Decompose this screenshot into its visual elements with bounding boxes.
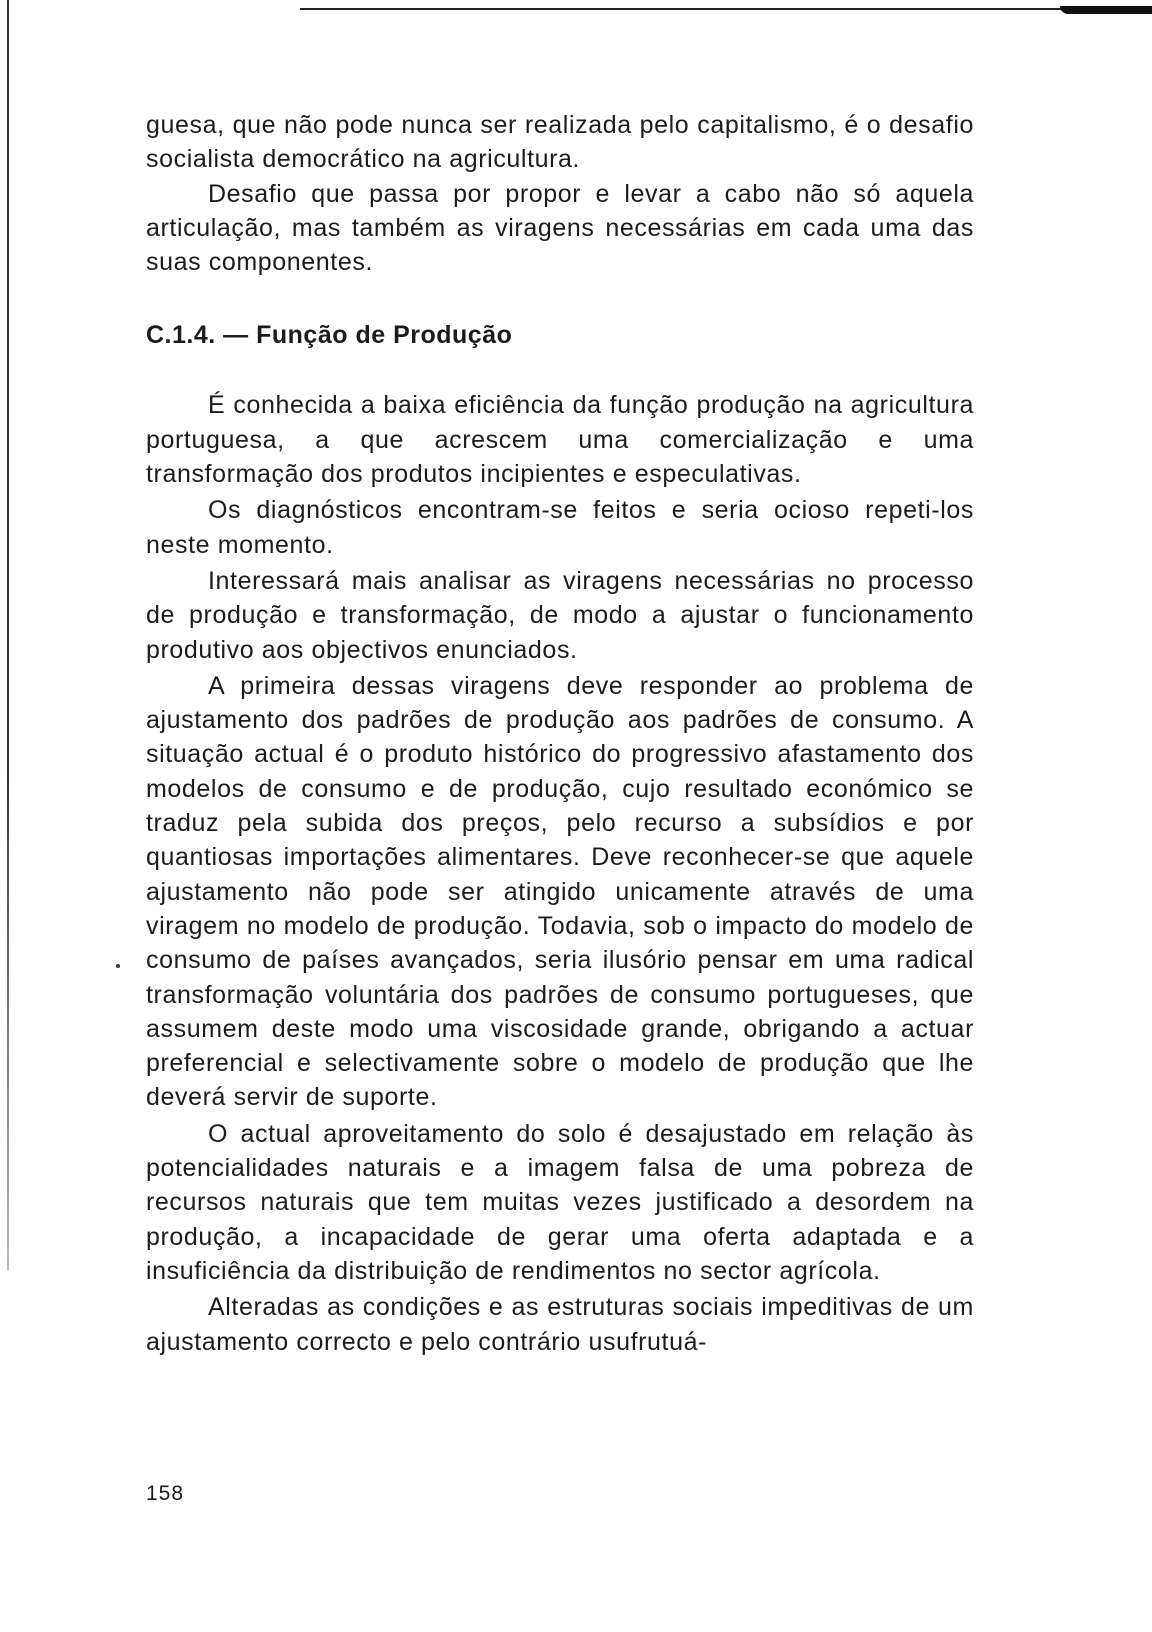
paragraph: Desafio que passa por propor e levar a cabo não só aquela articulação, mas também as viragens necessárias em cada uma das suas componentes. xyxy=(146,179,974,277)
scan-top-rule xyxy=(300,8,1152,10)
scan-edge-blot xyxy=(1060,6,1152,14)
paragraph: Os diagnósticos encontram-se feitos e seria ocioso repeti-los neste momento. xyxy=(146,496,974,559)
paragraph: Interessará mais analisar as viragens necessárias no processo de produção e transformação, de modo a ajustar o funcionamento produtivo aos objectivos enunciados. xyxy=(146,566,974,664)
paragraph: O actual aproveitamento do solo é desajustado em relação às potencialidades naturais e a imagem falsa de uma pobreza de recursos naturais que tem muitas vezes justificado a desordem na produção, a incapacidade de gerar uma oferta adaptada e a insuficiência da distribuição de rendimentos no sector agrícola. xyxy=(146,1119,974,1285)
section-title: Função de Produção xyxy=(256,321,513,350)
paragraph: Alteradas as condições e as estruturas sociais impeditivas de um ajustamento correcto e pelo contrário usufrutuá- xyxy=(146,1293,974,1356)
section-dash: — xyxy=(215,321,257,350)
scan-left-edge xyxy=(7,0,9,1270)
page-body xyxy=(146,108,974,1359)
paragraph: A primeira dessas viragens deve responder ao problema de ajustamento dos padrões de produção aos padrões de consumo. A situação actual é o produto histórico do progressivo afastamento dos modelos de consumo e de produção, cujo resultado económico se traduz pela subida dos preços, pelo recurso a subsídios e por quantiosas importações alimentares. Deve reconhecer-se que aquele ajustamento não pode ser atingido unicamente através de uma viragem no modelo de produção. Todavia, sob o impacto do modelo de consumo de países avançados, seria ilusório pensar em uma radical transformação voluntária dos padrões de consumo portugueses, que assumem deste modo uma viscosidade grande, obrigando a actuar preferencial e selectivamente sobre o modelo de produção que lhe deverá servir de suporte. xyxy=(146,671,974,1112)
section-number: C.1.4. xyxy=(146,321,216,350)
page-number: 158 xyxy=(146,1482,185,1505)
section-heading xyxy=(146,318,974,352)
paragraph: É conhecida a baixa eficiência da função produção na agricultura portuguesa, a que acrescem uma comercialização e uma transformação dos produtos incipientes e especulativas. xyxy=(146,391,974,489)
paragraph: guesa, que não pode nunca ser realizada pelo capitalismo, é o desafio socialista democrático na agricultura. xyxy=(146,111,974,174)
margin-dot xyxy=(116,964,120,968)
